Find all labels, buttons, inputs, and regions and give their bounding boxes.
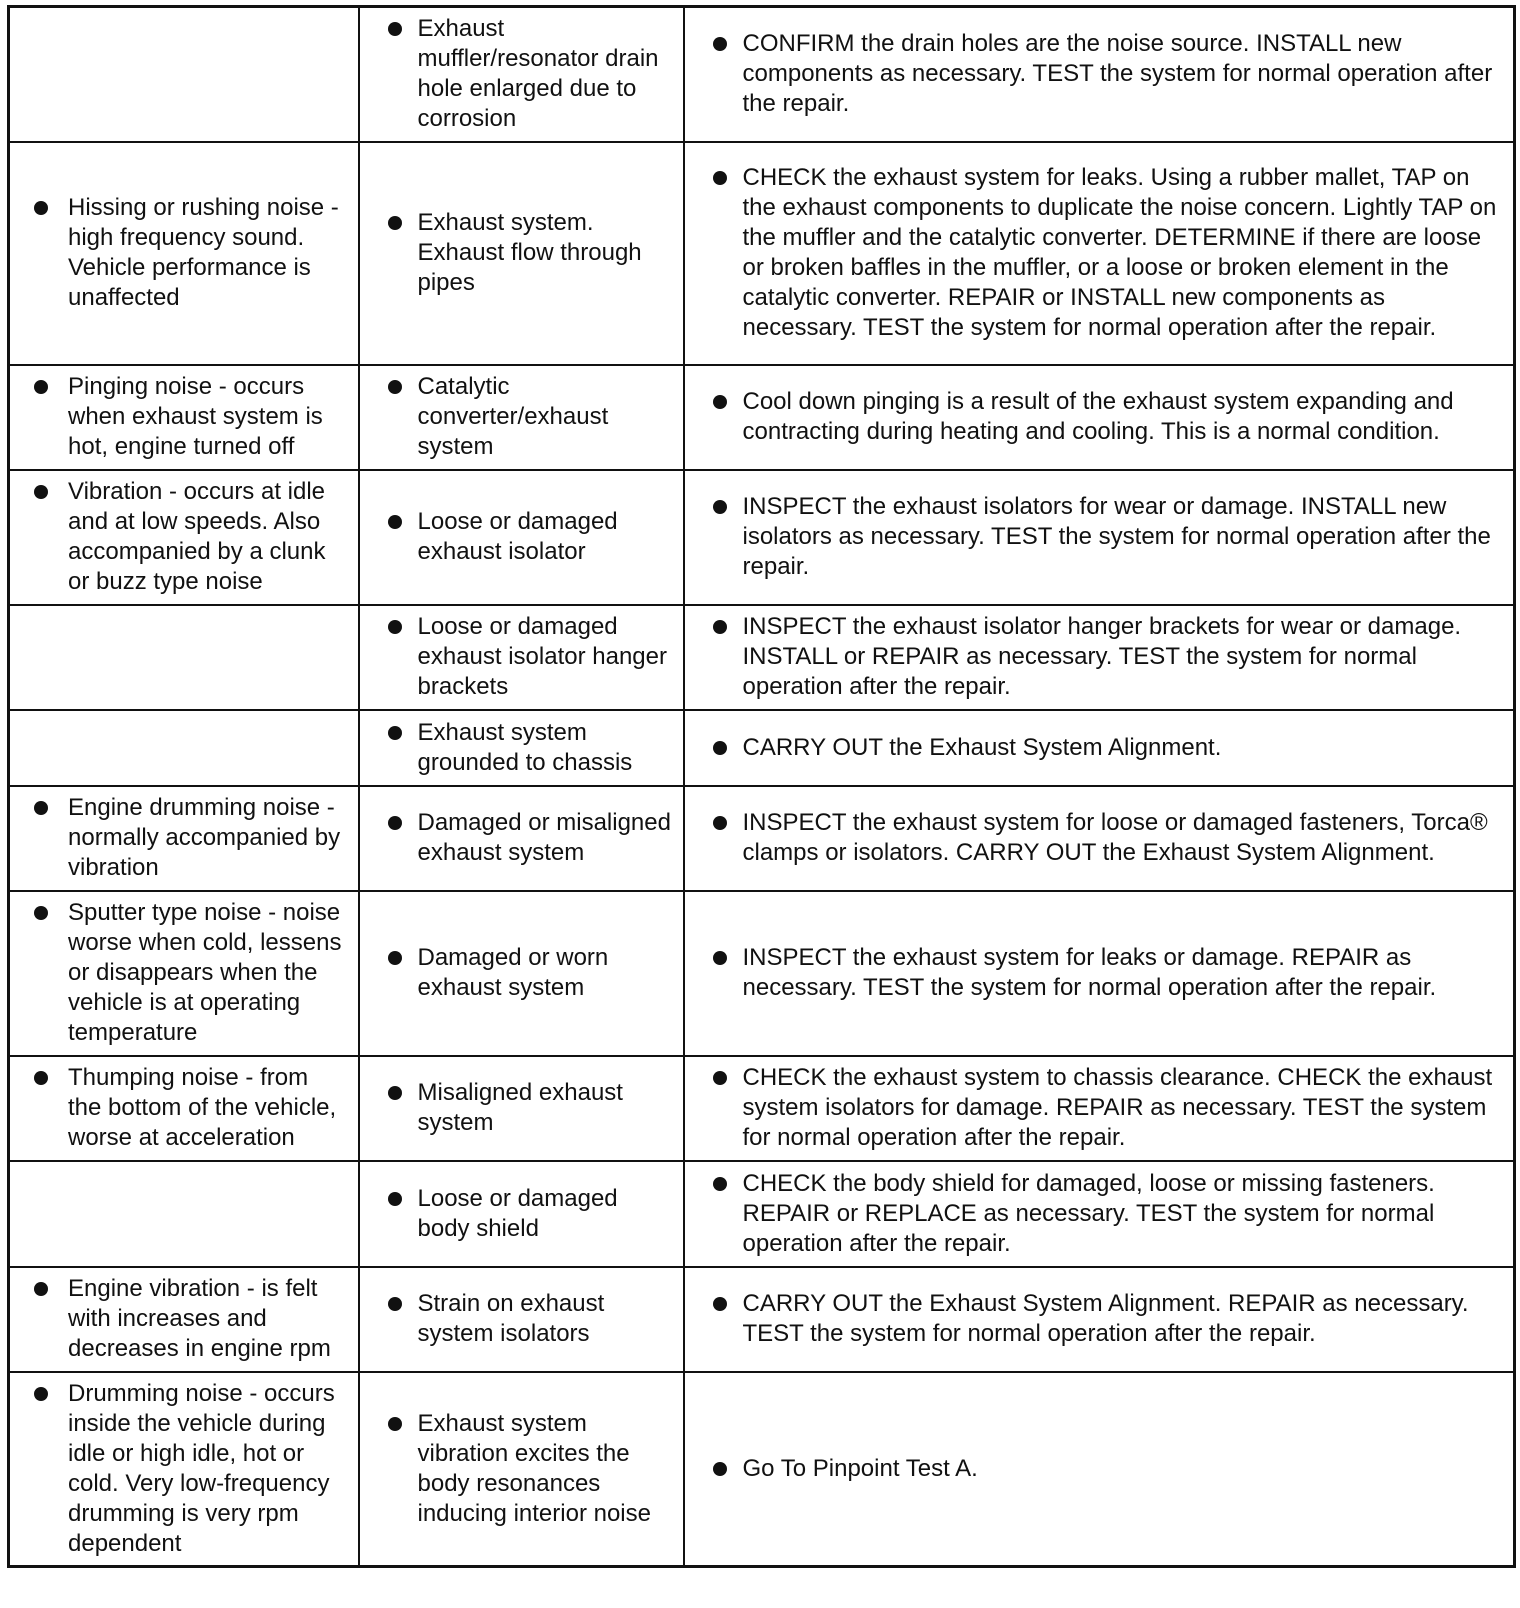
symptom-cell [9,891,359,1056]
source-text: Damaged or worn exhaust system [417,944,609,1001]
bullet-icon [713,1297,727,1311]
bullet-icon [34,1282,48,1296]
bullet-icon [713,951,727,965]
bullet-icon [34,201,48,215]
bullet-icon [388,1297,402,1311]
table-row [9,1056,1515,1161]
bullet-icon [713,741,727,755]
table-row [9,1161,1515,1267]
bullet-icon [713,816,727,830]
source-cell [359,1372,684,1567]
symptom-cell [9,142,359,365]
table-row [9,1372,1515,1567]
symptom-text: Vibration - occurs at idle and at low speeds. Also accompanied by a clunk or buzz type noise [68,478,326,595]
action-cell [684,1161,1515,1267]
source-text: Misaligned exhaust system [417,1079,623,1136]
bullet-icon [713,1071,727,1085]
symptom-cell [9,786,359,891]
bullet-icon [34,1071,48,1085]
table-row [9,786,1515,891]
symptom-cell [9,605,359,710]
source-text: Loose or damaged exhaust isolator hanger brackets [417,613,667,700]
source-cell [359,710,684,786]
table-row [9,605,1515,710]
symptom-chart-table-wrapper [7,5,1513,1568]
bullet-icon [713,171,727,185]
symptom-text: Sputter type noise - noise worse when cold, lessens or disappears when the vehicle is at operating temperature [68,899,342,1046]
action-text: CARRY OUT the Exhaust System Alignment. REPAIR as necessary. TEST the system for normal operation after the repair. [742,1290,1469,1347]
source-text: Exhaust system grounded to chassis [417,718,633,776]
table-row [9,891,1515,1056]
symptom-cell [9,710,359,786]
bullet-icon [388,951,402,965]
source-text: Exhaust system vibration excites the body resonances inducing interior noise [417,1409,651,1527]
bullet-icon [713,1177,727,1191]
symptom-text: Hissing or rushing noise - high frequency sound. Vehicle performance is unaffected [68,194,339,311]
symptom-text: Thumping noise - from the bottom of the vehicle, worse at acceleration [68,1064,337,1151]
action-cell [684,7,1515,142]
table-row [9,470,1515,605]
action-text: INSPECT the exhaust isolator hanger brackets for wear or damage. INSTALL or REPAIR as necessary. TEST the system for normal operation after the repair. [742,613,1462,700]
bullet-icon [388,1417,402,1431]
source-text: Catalytic converter/exhaust system [417,373,609,460]
action-text: CHECK the exhaust system for leaks. Using a rubber mallet, TAP on the exhaust components to duplicate the noise concern. Lightly TAP on the muffler and the catalytic converter. DETERMINE if there are loose or broken baffles in the muffler, or a loose or broken element in the catalytic converter. REPAIR or INSTALL new components as necessary. TEST the system for normal operation after the repair. [742,164,1497,341]
action-text: CONFIRM the drain holes are the noise source. INSTALL new components as necessary. TEST the system for normal operation after the repair. [742,30,1493,118]
bullet-icon [713,500,727,514]
table-row [9,710,1515,786]
symptom-chart-table [7,5,1516,1568]
action-cell [684,605,1515,710]
bullet-icon [388,816,402,830]
action-cell [684,365,1515,470]
bullet-icon [388,22,402,36]
source-cell [359,7,684,142]
action-cell [684,1267,1515,1372]
action-text: Go To Pinpoint Test A. [742,1454,978,1482]
bullet-icon [713,1462,727,1476]
table-row [9,365,1515,470]
source-text: Loose or damaged exhaust isolator [417,508,618,565]
bullet-icon [713,395,727,409]
symptom-cell [9,470,359,605]
table-row [9,142,1515,365]
symptom-text: Engine vibration - is felt with increases and decreases in engine rpm [68,1275,331,1362]
source-cell [359,605,684,710]
bullet-icon [713,620,727,634]
bullet-icon [388,726,402,740]
action-cell [684,142,1515,365]
action-cell [684,1056,1515,1161]
action-text: CHECK the exhaust system to chassis clearance. CHECK the exhaust system isolators for damage. REPAIR as necessary. TEST the system for normal operation after the repair. [742,1064,1493,1151]
action-cell [684,891,1515,1056]
action-text: CHECK the body shield for damaged, loose or missing fasteners. REPAIR or REPLACE as necessary. TEST the system for normal operation after the repair. [742,1169,1435,1257]
bullet-icon [34,906,48,920]
bullet-icon [34,1387,48,1401]
symptom-cell [9,1267,359,1372]
action-text: INSPECT the exhaust isolators for wear or damage. INSTALL new isolators as necessary. TEST the system for normal operation after the repair. [742,493,1491,580]
bullet-icon [388,620,402,634]
source-cell [359,1267,684,1372]
source-cell [359,1161,684,1267]
bullet-icon [388,515,402,529]
source-text: Exhaust muffler/resonator drain hole enlarged due to corrosion [417,15,659,133]
symptom-cell [9,7,359,142]
action-text: INSPECT the exhaust system for leaks or damage. REPAIR as necessary. TEST the system for normal operation after the repair. [742,944,1437,1001]
bullet-icon [388,1192,402,1206]
symptom-cell [9,365,359,470]
bullet-icon [713,37,727,51]
source-text: Strain on exhaust system isolators [417,1290,605,1347]
bullet-icon [388,1086,402,1100]
bullet-icon [34,380,48,394]
bullet-icon [34,485,48,499]
source-cell [359,365,684,470]
symptom-cell [9,1161,359,1267]
symptom-text: Engine drumming noise - normally accompanied by vibration [68,794,341,881]
source-text: Exhaust system. Exhaust flow through pipes [417,209,642,296]
action-text: Cool down pinging is a result of the exhaust system expanding and contracting during heating and cooling. This is a normal condition. [742,388,1454,445]
action-cell [684,710,1515,786]
action-text: CARRY OUT the Exhaust System Alignment. [742,733,1222,761]
symptom-text: Drumming noise - occurs inside the vehicle during idle or high idle, hot or cold. Very low-frequency drumming is very rpm dependent [68,1379,335,1557]
symptom-cell [9,1056,359,1161]
table-row [9,7,1515,142]
source-cell [359,891,684,1056]
bullet-icon [388,380,402,394]
source-cell [359,142,684,365]
source-text: Damaged or misaligned exhaust system [417,809,671,866]
action-text: INSPECT the exhaust system for loose or damaged fasteners, Torca® clamps or isolators. CARRY OUT the Exhaust System Alignment. [742,809,1488,866]
source-cell [359,470,684,605]
bullet-icon [34,801,48,815]
source-text: Loose or damaged body shield [417,1184,618,1242]
source-cell [359,786,684,891]
symptom-cell [9,1372,359,1567]
source-cell [359,1056,684,1161]
action-cell [684,1372,1515,1567]
action-cell [684,470,1515,605]
symptom-text: Pinging noise - occurs when exhaust system is hot, engine turned off [68,373,323,460]
table-row [9,1267,1515,1372]
action-cell [684,786,1515,891]
bullet-icon [388,216,402,230]
